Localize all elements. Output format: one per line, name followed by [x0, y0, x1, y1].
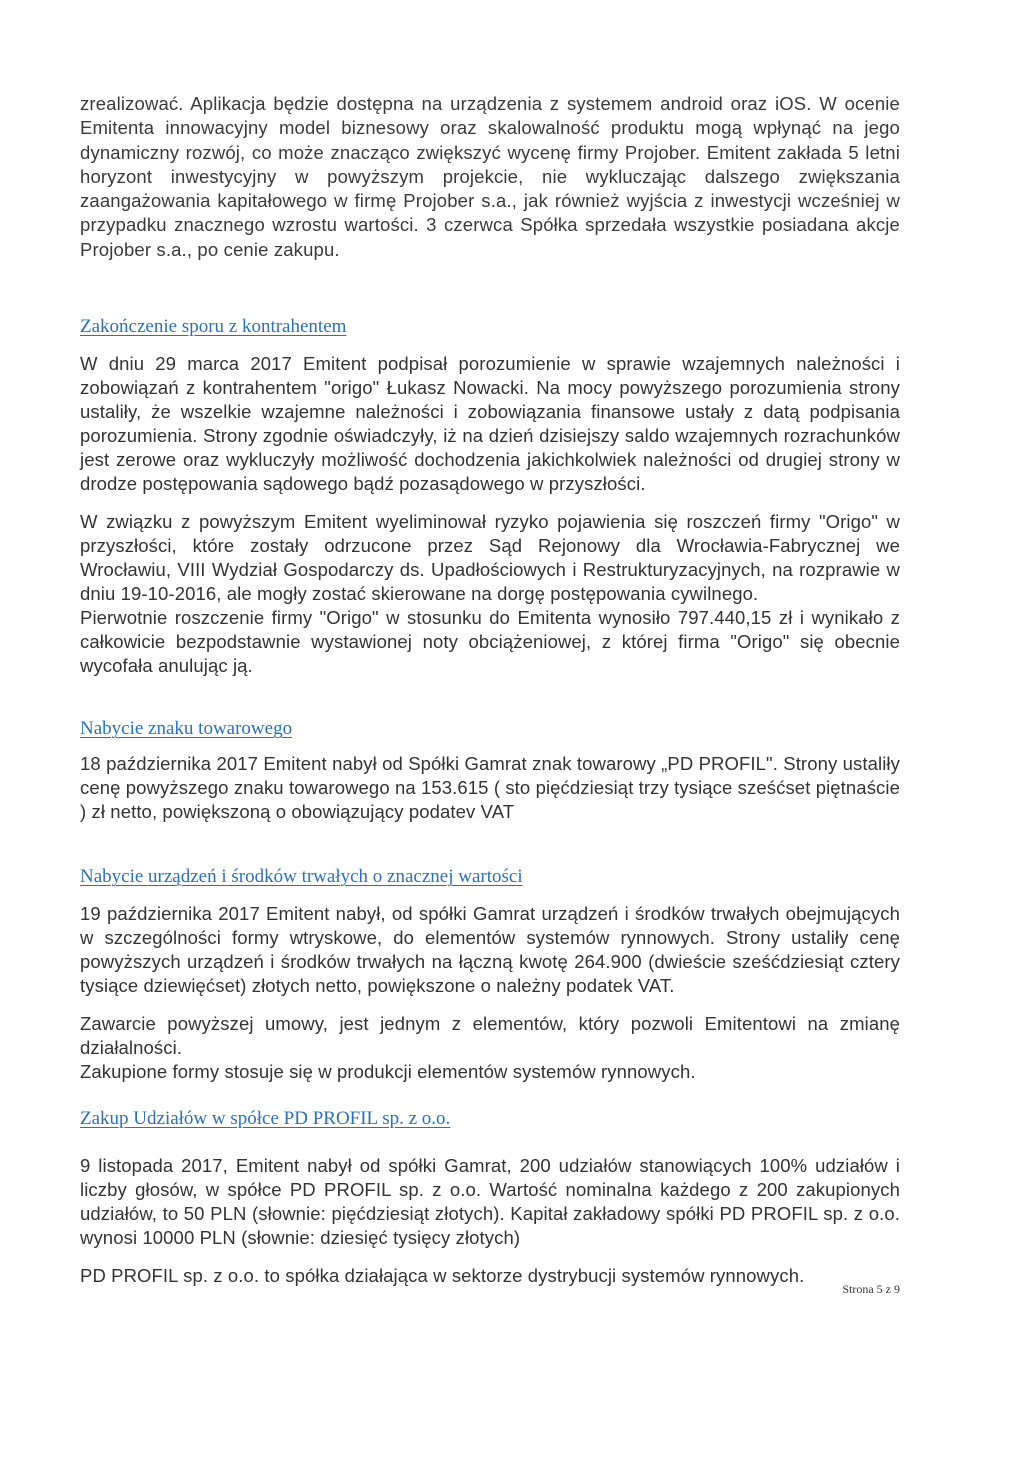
section-equipment-paragraph: Zawarcie powyższej umowy, jest jednym z elementów, który pozwoli Emitentowi na zmianę działalności.: [80, 1013, 900, 1059]
section-equipment-paragraph: Zakupione formy stosuje się w produkcji elementów systemów rynnowych.: [80, 1061, 696, 1083]
section-shares-paragraph: PD PROFIL sp. z o.o. to spółka działająca w sektorze dystrybucji systemów rynnowych.: [80, 1265, 805, 1287]
section-dispute-paragraph: Pierwotnie roszczenie firmy "Origo" w stosunku do Emitenta wynosiło 797.440,15 zł i wynikało z całkowicie bezpodstawnie wystawionej noty obciążeniowej, z której firma "Origo" się obecnie wycofała anulując ją.: [80, 607, 900, 677]
section-trademark-paragraph: 18 października 2017 Emitent nabył od Spółki Gamrat znak towarowy „PD PROFIL". Strony ustaliły cenę powyższego znaku towarowego na 153.615 ( sto pięćdziesiąt trzy tysiące sześćset piętnaście ) zł netto, powiększoną o obowiązujący podatev VAT: [80, 753, 900, 823]
document-page: [80, 92, 900, 1288]
section-heading-equipment: Nabycie urządzeń i środków trwałych o znacznej wartości: [80, 866, 523, 888]
section-heading-shares: Zakup Udziałów w spółce PD PROFIL sp. z o.o.: [80, 1108, 451, 1130]
section-shares-paragraph: 9 listopada 2017, Emitent nabył od spółki Gamrat, 200 udziałów stanowiących 100% udziałów i liczby głosów, w spółce PD PROFIL sp. z o.o. Wartość nominalna każdego z 200 zakupionych udziałów, to 50 PLN (słownie: pięćdziesiąt złotych). Kapitał zakładowy spółki PD PROFIL sp. z o.o. wynosi 10000 PLN (słownie: dziesięć tysięcy złotych): [80, 1155, 900, 1249]
section-equipment-paragraph: 19 października 2017 Emitent nabył, od spółki Gamrat urządzeń i środków trwałych obejmujących w szczególności formy wtryskowe, do elementów systemów rynnowych. Strony ustaliły cenę powyższych urządzeń i środków trwałych na łączną kwotę 264.900 (dwieście sześćdziesiąt cztery tysiące dziewięćset) złotych netto, powiększone o należny podatek VAT.: [80, 903, 900, 997]
intro-paragraph: zrealizować. Aplikacja będzie dostępna na urządzenia z systemem android oraz iOS. W ocenie Emitenta innowacyjny model biznesowy oraz skalowalność produktu mogą wpłynąć na jego dynamiczny rozwój, co może znacząco zwiększyć wycenę firmy Projober. Emitent zakłada 5 letni horyzont inwestycyjny w powyższym projekcie, nie wykluczając dalszego zwiększania zaangażowania kapitałowego w firmę Projober s.a., jak również wyjścia z inwestycji wcześniej w przypadku znacznego wzrostu wartości. 3 czerwca Spółka sprzedała wszystkie posiadana akcje Projober s.a., po cenie zakupu.: [80, 93, 900, 260]
section-dispute-paragraph: W dniu 29 marca 2017 Emitent podpisał porozumienie w sprawie wzajemnych należności i zobowiązań z kontrahentem "origo" Łukasz Nowacki. Na mocy powyższego porozumienia strony ustaliły, że wszelkie wzajemne należności i zobowiązania finansowe ustały z datą podpisania porozumienia. Strony zgodnie oświadczyły, iż na dzień dzisiejszy saldo wzajemnych rozrachunków jest zerowe oraz wykluczyły możliwość dochodzenia jakichkolwiek należności od drugiej strony w drodze postępowania sądowego bądź pozasądowego w przyszłości.: [80, 353, 900, 495]
section-heading-dispute: Zakończenie sporu z kontrahentem: [80, 316, 347, 338]
page-number: Strona 5 z 9: [842, 1282, 900, 1296]
section-dispute-paragraph: W związku z powyższym Emitent wyeliminował ryzyko pojawienia się roszczeń firmy "Origo" w przyszłości, które zostały odrzucone przez Sąd Rejonowy dla Wrocławia-Fabrycznej we Wrocławiu, VIII Wydział Gospodarczy ds. Upadłościowych i Restrukturyzacyjnych, na rozprawie w dniu 19-10-2016, ale mogły zostać skierowane na dorgę postępowania cywilnego.: [80, 511, 900, 605]
section-heading-trademark: Nabycie znaku towarowego: [80, 718, 293, 740]
